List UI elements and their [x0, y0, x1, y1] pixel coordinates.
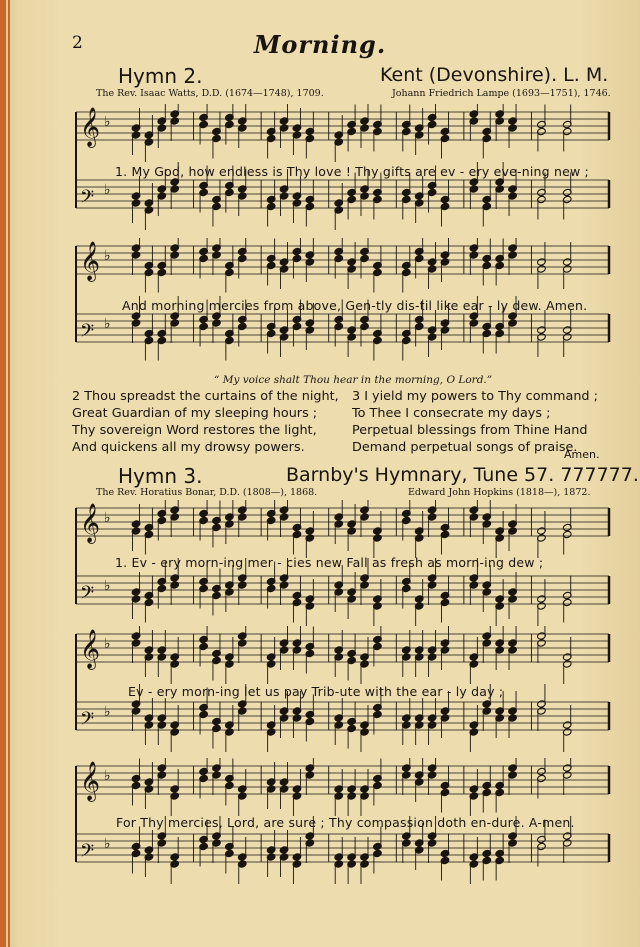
svg-text:𝄢: 𝄢 [80, 583, 95, 608]
hymn2-author: The Rev. Isaac Watts, D.D. (1674—1748), 1709. [96, 88, 324, 99]
hymn3-lyric-line3: For Thy mercies, Lord, are sure ; Thy compassion doth en-dure. A-men. [116, 815, 575, 830]
svg-text:𝄢: 𝄢 [80, 841, 95, 866]
page-number: 2 [72, 33, 83, 53]
page-edge-rule [0, 0, 6, 947]
verse2-line3: Thy sovereign Word restores the light, [72, 423, 317, 438]
svg-text:𝄞: 𝄞 [80, 761, 101, 801]
hymn3-label: Hymn 3. [118, 464, 203, 488]
svg-text:𝄢: 𝄢 [80, 709, 95, 734]
svg-text:𝄢: 𝄢 [80, 187, 95, 212]
hymn2-verse3 [352, 388, 598, 456]
svg-text:♭: ♭ [104, 578, 111, 594]
verse2-line2: Great Guardian of my sleeping hours ; [72, 406, 318, 421]
verse3-line4: Demand perpetual songs of praise. [352, 440, 578, 455]
hymn2-tune: Kent (Devonshire). L. M. [380, 64, 609, 86]
svg-text:♭: ♭ [104, 768, 111, 784]
svg-text:♭: ♭ [104, 836, 111, 852]
svg-text:♭: ♭ [104, 510, 111, 526]
svg-text:♭: ♭ [104, 182, 111, 198]
svg-text:♭: ♭ [104, 114, 111, 130]
hymn2-verse2 [72, 388, 339, 456]
hymn2-lyric-line1: 1. My God, how endless is Thy love ! Thy gifts are ev - ery eve-ning new ; [115, 164, 589, 179]
svg-text:𝄞: 𝄞 [80, 629, 101, 669]
page-edge-rule-inner [8, 0, 10, 947]
hymn3-composer: Edward John Hopkins (1818—), 1872. [408, 487, 591, 498]
hymn2-epigraph: “ My voice shalt Thou hear in the morning, O Lord.” [214, 374, 493, 386]
verse3-line2: To Thee I consecrate my days ; [352, 406, 551, 421]
verse3-line3: Perpetual blessings from Thine Hand [352, 423, 588, 438]
hymn2-composer: Johann Friedrich Lampe (1693—1751), 1746. [392, 88, 611, 99]
hymn3-lyric-line2: Ev - ery morn-ing let us pay Trib-ute with the ear - ly day ; [128, 684, 504, 699]
hymn2-amen: Amen. [564, 448, 600, 461]
svg-text:♭: ♭ [104, 248, 111, 264]
svg-text:♭: ♭ [104, 704, 111, 720]
verse3-line1: 3 I yield my powers to Thy command ; [352, 389, 598, 404]
page-title: Morning. [253, 30, 387, 59]
svg-text:𝄞: 𝄞 [80, 107, 101, 147]
svg-text:𝄞: 𝄞 [80, 241, 101, 281]
hymn3-lyric-line1: 1. Ev - ery morn-ing mer - cies new Fall as fresh as morn-ing dew ; [115, 555, 544, 570]
verse2-line1: 2 Thou spreadst the curtains of the night, [72, 389, 339, 404]
hymn2-lyric-line2: And morning mercies from above, Gen-tly dis-til like ear - ly dew. Amen. [122, 298, 588, 313]
hymn3-tune: Barnby's Hymnary, Tune 57. 777777. [286, 464, 639, 486]
verse2-line4: And quickens all my drowsy powers. [72, 440, 305, 455]
hymn3-author: The Rev. Horatius Bonar, D.D. (1808—), 1868. [96, 487, 318, 498]
svg-text:♭: ♭ [104, 636, 111, 652]
svg-text:♭: ♭ [104, 316, 111, 332]
svg-text:𝄢: 𝄢 [80, 321, 95, 346]
svg-text:𝄞: 𝄞 [80, 503, 101, 543]
hymn2-label: Hymn 2. [118, 64, 203, 88]
